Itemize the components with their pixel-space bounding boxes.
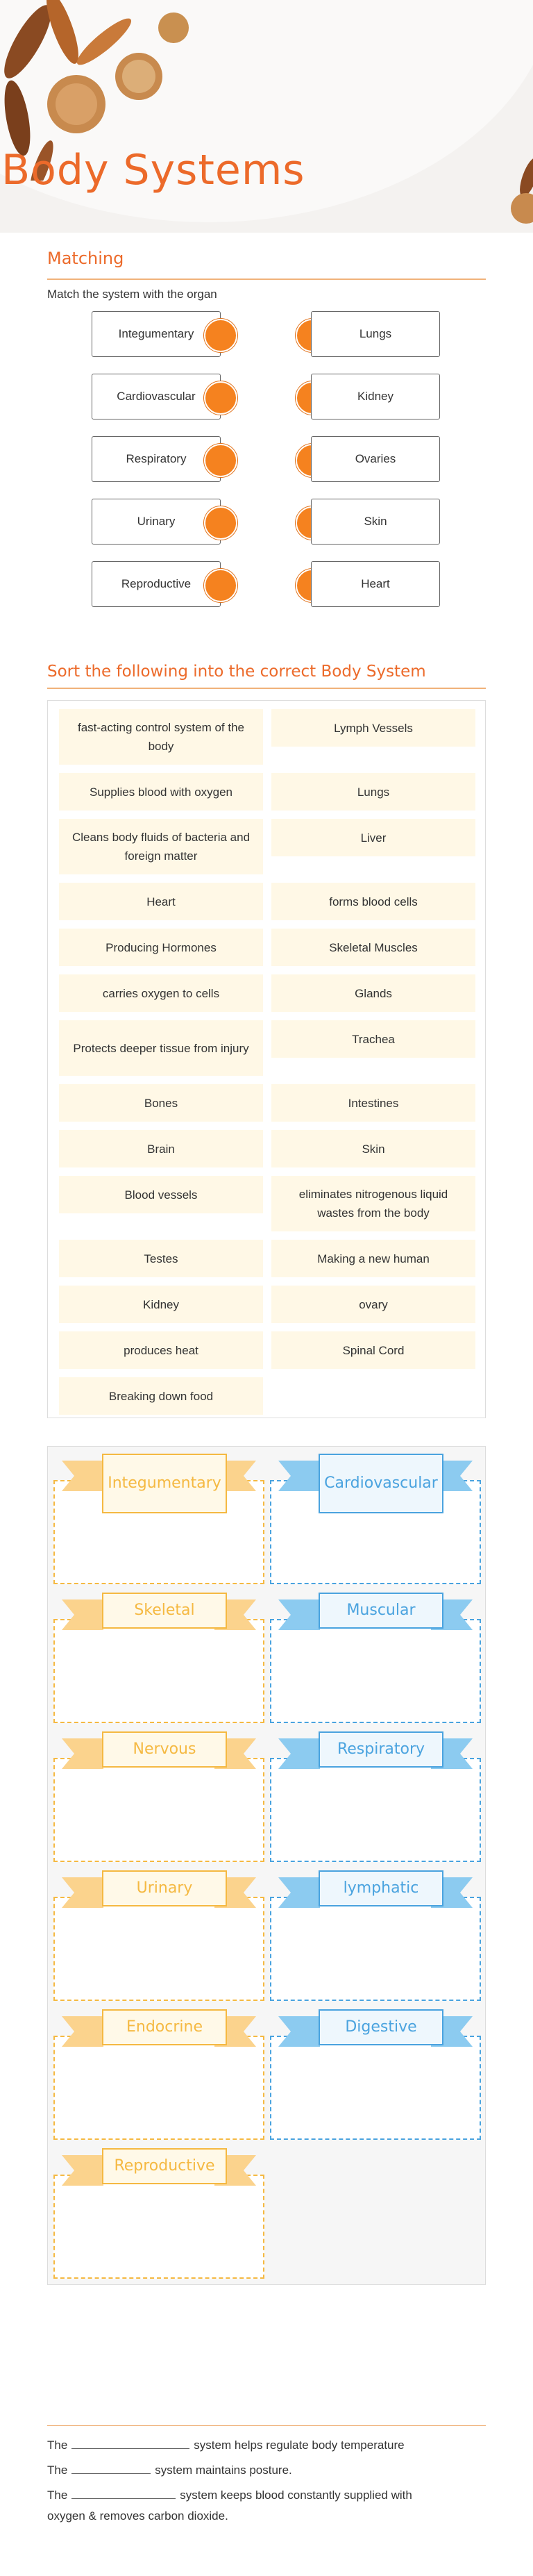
fill-in-sentence-3: The system keeps blood constantly supplied with oxygen & removes carbon dioxide. bbox=[47, 2485, 486, 2527]
hero-banner bbox=[0, 0, 533, 233]
dropzone-nervous[interactable] bbox=[53, 1758, 264, 1862]
blank-input-1[interactable] bbox=[71, 2436, 189, 2449]
category-label-muscular: Muscular bbox=[278, 1593, 473, 1629]
sort-card[interactable]: carries oxygen to cells bbox=[59, 974, 263, 1012]
fill-in-sentence-1: The system helps regulate body temperature bbox=[47, 2435, 405, 2456]
page-title: Body Systems bbox=[1, 146, 305, 194]
sort-card[interactable]: produces heat bbox=[59, 1331, 263, 1369]
dropzone-lymphatic[interactable] bbox=[270, 1897, 481, 2001]
matching-divider bbox=[47, 279, 486, 280]
sort-card[interactable]: ovary bbox=[271, 1286, 475, 1323]
blank-input-3[interactable] bbox=[71, 2486, 176, 2499]
sort-card[interactable]: Spinal Cord bbox=[271, 1331, 475, 1369]
category-dropzones bbox=[47, 1446, 486, 2285]
sort-card[interactable]: Heart bbox=[59, 883, 263, 920]
matching-heading: Matching bbox=[47, 249, 124, 268]
category-label-lymphatic: lymphatic bbox=[278, 1870, 473, 1906]
sort-card[interactable]: Blood vessels bbox=[59, 1176, 263, 1213]
sort-card[interactable]: Breaking down food bbox=[59, 1377, 263, 1415]
matching-instruction: Match the system with the organ bbox=[47, 288, 217, 301]
fill-in-sentence-2: The system maintains posture. bbox=[47, 2460, 292, 2481]
match-left-urinary: Urinary bbox=[92, 499, 221, 545]
blank-input-2[interactable] bbox=[71, 2461, 151, 2474]
dropzone-urinary[interactable] bbox=[53, 1897, 264, 2001]
match-left-respiratory: Respiratory bbox=[92, 436, 221, 482]
match-right-skin: Skin bbox=[311, 499, 440, 545]
sort-card[interactable]: Testes bbox=[59, 1240, 263, 1277]
sort-card[interactable]: Making a new human bbox=[271, 1240, 475, 1277]
sort-card[interactable]: Protects deeper tissue from injury bbox=[59, 1020, 263, 1076]
match-right-lungs: Lungs bbox=[311, 311, 440, 357]
dropzone-respiratory[interactable] bbox=[270, 1758, 481, 1862]
dropzone-digestive[interactable] bbox=[270, 2036, 481, 2140]
sort-card[interactable]: forms blood cells bbox=[271, 883, 475, 920]
sort-card[interactable]: eliminates nitrogenous liquid wastes from the body bbox=[271, 1176, 475, 1231]
sort-card[interactable]: Brain bbox=[59, 1130, 263, 1167]
fill-in-divider bbox=[47, 2425, 486, 2426]
match-dot-left-1[interactable] bbox=[204, 319, 237, 352]
sort-divider bbox=[47, 688, 486, 689]
category-label-skeletal: Skeletal bbox=[62, 1593, 256, 1629]
dropzone-reproductive[interactable] bbox=[53, 2175, 264, 2279]
sort-card[interactable]: Bones bbox=[59, 1084, 263, 1122]
sort-card[interactable]: Kidney bbox=[59, 1286, 263, 1323]
category-label-integumentary: Integumentary bbox=[62, 1454, 256, 1490]
category-label-reproductive: Reproductive bbox=[62, 2148, 256, 2184]
sort-card[interactable]: Trachea bbox=[271, 1020, 475, 1058]
sort-card[interactable]: Intestines bbox=[271, 1084, 475, 1122]
match-dot-left-2[interactable] bbox=[204, 381, 237, 415]
match-dot-left-3[interactable] bbox=[204, 444, 237, 477]
match-left-cardiovascular: Cardiovascular bbox=[92, 374, 221, 419]
sort-card[interactable]: Lymph Vessels bbox=[271, 709, 475, 747]
match-dot-left-4[interactable] bbox=[204, 506, 237, 540]
category-label-endocrine: Endocrine bbox=[62, 2009, 256, 2045]
match-left-reproductive: Reproductive bbox=[92, 561, 221, 607]
sort-heading: Sort the following into the correct Body System bbox=[47, 663, 426, 681]
sort-card[interactable]: Skeletal Muscles bbox=[271, 929, 475, 966]
sort-card[interactable]: Liver bbox=[271, 819, 475, 856]
category-label-cardiovascular: Cardiovascular bbox=[278, 1454, 473, 1490]
category-label-urinary: Urinary bbox=[62, 1870, 256, 1906]
sort-card[interactable]: Lungs bbox=[271, 773, 475, 811]
dropzone-muscular[interactable] bbox=[270, 1619, 481, 1723]
dropzone-endocrine[interactable] bbox=[53, 2036, 264, 2140]
sort-card[interactable]: Supplies blood with oxygen bbox=[59, 773, 263, 811]
worksheet-page bbox=[31, 233, 502, 2576]
sort-card[interactable]: Cleans body fluids of bacteria and foreign matter bbox=[59, 819, 263, 874]
match-left-integumentary: Integumentary bbox=[92, 311, 221, 357]
match-dot-left-5[interactable] bbox=[204, 569, 237, 602]
sort-card[interactable]: Skin bbox=[271, 1130, 475, 1167]
match-right-heart: Heart bbox=[311, 561, 440, 607]
category-label-respiratory: Respiratory bbox=[278, 1731, 473, 1768]
dropzone-skeletal[interactable] bbox=[53, 1619, 264, 1723]
match-right-kidney: Kidney bbox=[311, 374, 440, 419]
chestnut-decoration-icon bbox=[491, 156, 533, 233]
match-right-ovaries: Ovaries bbox=[311, 436, 440, 482]
category-label-nervous: Nervous bbox=[62, 1731, 256, 1768]
sort-card[interactable]: Producing Hormones bbox=[59, 929, 263, 966]
sort-card[interactable]: fast-acting control system of the body bbox=[59, 709, 263, 765]
category-label-digestive: Digestive bbox=[278, 2009, 473, 2045]
sort-card[interactable]: Glands bbox=[271, 974, 475, 1012]
sort-items-container bbox=[47, 700, 486, 1418]
